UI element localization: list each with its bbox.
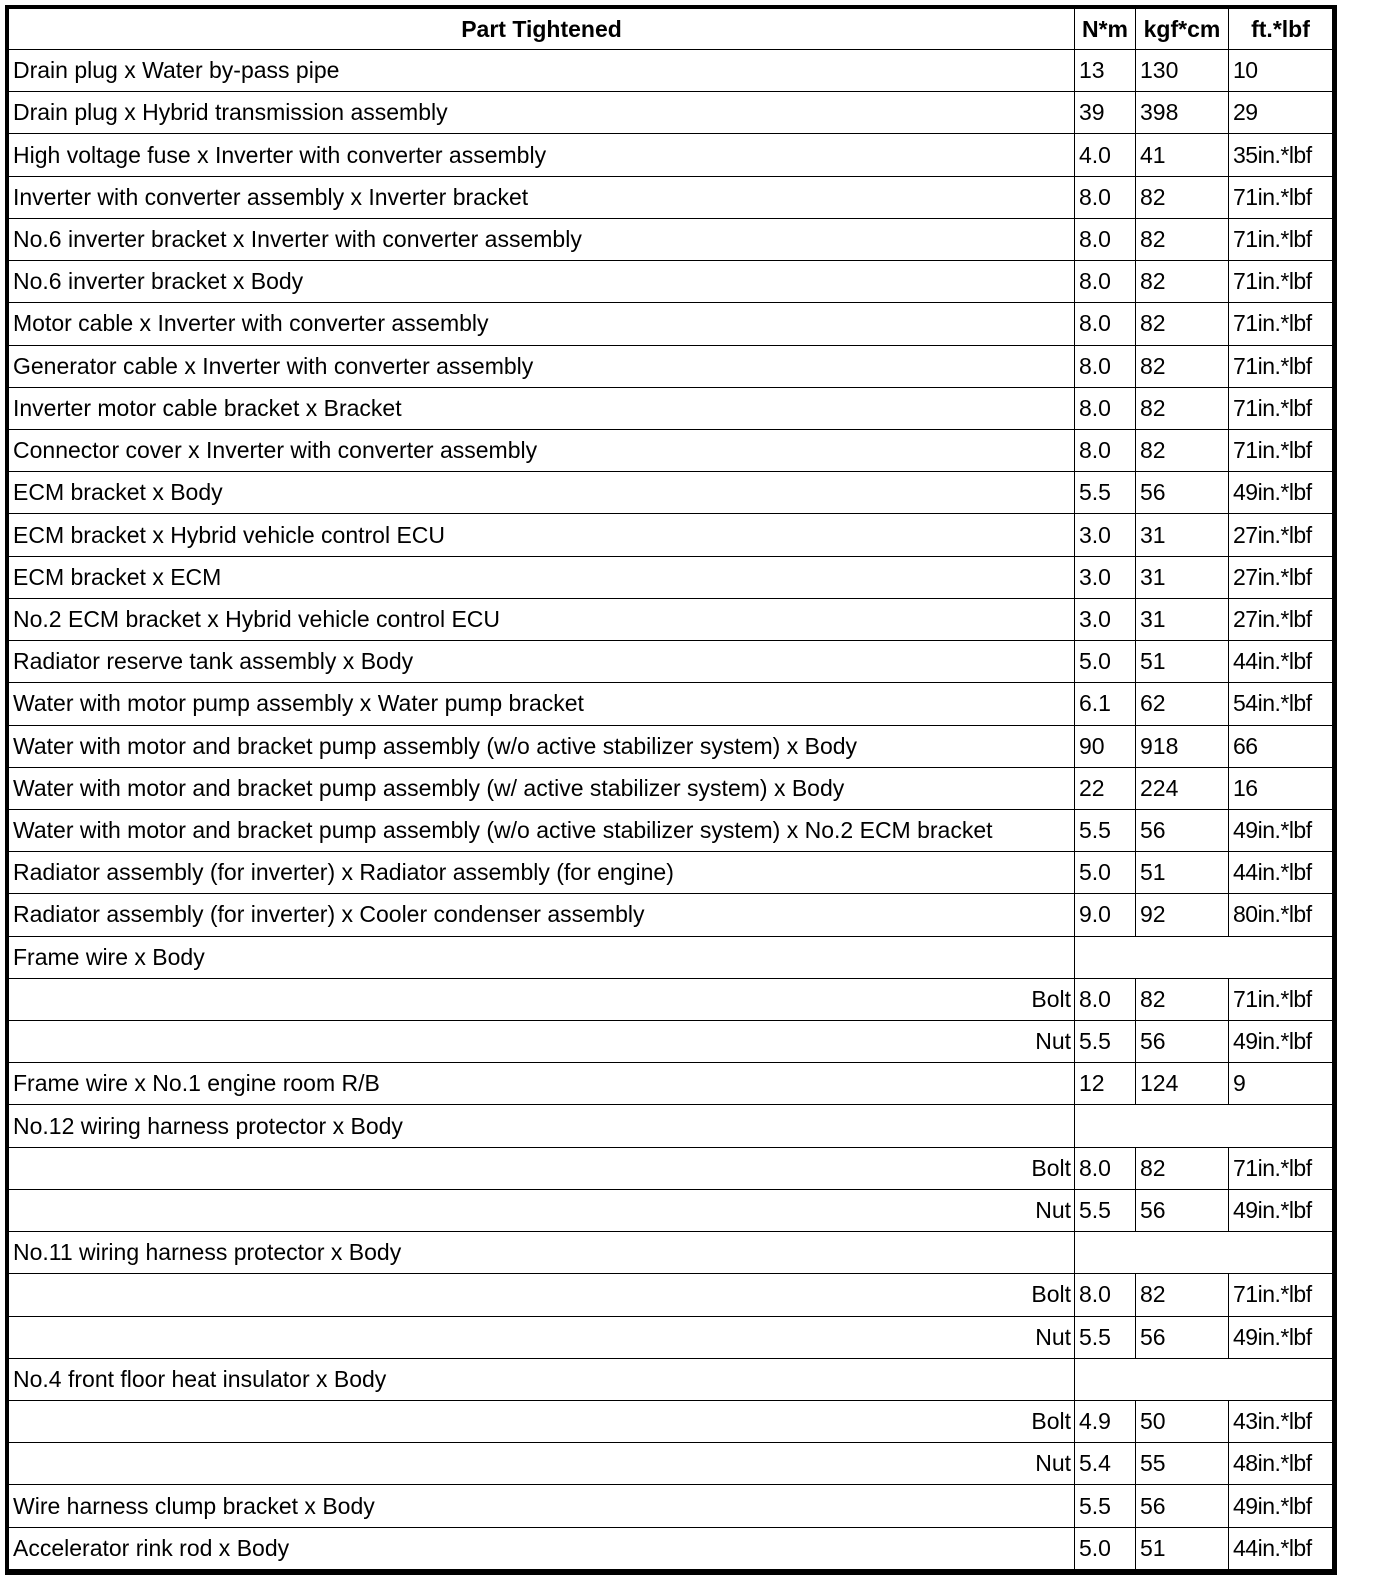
table-row bbox=[9, 1189, 1333, 1231]
ft-lbf-cell: 71in.*lbf bbox=[1229, 303, 1333, 345]
nm-cell: 4.0 bbox=[1075, 134, 1136, 176]
part-cell: Water with motor pump assembly x Water pump bracket bbox=[9, 683, 1075, 725]
kgf-cm-cell: 82 bbox=[1136, 261, 1229, 303]
part-cell: Motor cable x Inverter with converter assembly bbox=[9, 303, 1075, 345]
empty-values-cell bbox=[1075, 1105, 1333, 1147]
part-cell: No.11 wiring harness protector x Body bbox=[9, 1232, 1075, 1274]
kgf-cm-cell: 82 bbox=[1136, 303, 1229, 345]
header-nm: N*m bbox=[1075, 9, 1136, 50]
ft-lbf-cell: 35in.*lbf bbox=[1229, 134, 1333, 176]
table-header-row bbox=[9, 9, 1333, 50]
nm-cell: 5.5 bbox=[1075, 1316, 1136, 1358]
nm-cell: 8.0 bbox=[1075, 1274, 1136, 1316]
part-cell: Generator cable x Inverter with converter assembly bbox=[9, 345, 1075, 387]
nm-cell: 8.0 bbox=[1075, 429, 1136, 471]
table-row bbox=[9, 1274, 1333, 1316]
kgf-cm-cell: 224 bbox=[1136, 767, 1229, 809]
fastener-type-cell: Nut bbox=[9, 1443, 1075, 1485]
kgf-cm-cell: 56 bbox=[1136, 1485, 1229, 1527]
ft-lbf-cell: 49in.*lbf bbox=[1229, 1316, 1333, 1358]
table-row bbox=[9, 1021, 1333, 1063]
table-row bbox=[9, 1485, 1333, 1527]
table-row bbox=[9, 767, 1333, 809]
ft-lbf-cell: 27in.*lbf bbox=[1229, 556, 1333, 598]
torque-spec-table-frame bbox=[5, 5, 1337, 1575]
ft-lbf-cell: 71in.*lbf bbox=[1229, 1147, 1333, 1189]
nm-cell: 3.0 bbox=[1075, 514, 1136, 556]
table-row bbox=[9, 809, 1333, 851]
nm-cell: 8.0 bbox=[1075, 303, 1136, 345]
kgf-cm-cell: 51 bbox=[1136, 641, 1229, 683]
header-kgf-cm: kgf*cm bbox=[1136, 9, 1229, 50]
nm-cell: 5.5 bbox=[1075, 809, 1136, 851]
part-cell: Water with motor and bracket pump assembly (w/o active stabilizer system) x No.2 ECM bracket bbox=[9, 809, 1075, 851]
table-row bbox=[9, 134, 1333, 176]
part-cell: Drain plug x Hybrid transmission assembly bbox=[9, 92, 1075, 134]
fastener-type-cell: Bolt bbox=[9, 1147, 1075, 1189]
kgf-cm-cell: 918 bbox=[1136, 725, 1229, 767]
ft-lbf-cell: 29 bbox=[1229, 92, 1333, 134]
nm-cell: 5.4 bbox=[1075, 1443, 1136, 1485]
part-cell: Frame wire x No.1 engine room R/B bbox=[9, 1063, 1075, 1105]
ft-lbf-cell: 80in.*lbf bbox=[1229, 894, 1333, 936]
nm-cell: 5.5 bbox=[1075, 472, 1136, 514]
table-row bbox=[9, 725, 1333, 767]
table-row bbox=[9, 50, 1333, 92]
table-row bbox=[9, 92, 1333, 134]
nm-cell: 5.0 bbox=[1075, 641, 1136, 683]
nm-cell: 3.0 bbox=[1075, 598, 1136, 640]
table-row bbox=[9, 1232, 1333, 1274]
kgf-cm-cell: 56 bbox=[1136, 1021, 1229, 1063]
part-cell: No.4 front floor heat insulator x Body bbox=[9, 1358, 1075, 1400]
ft-lbf-cell: 49in.*lbf bbox=[1229, 1485, 1333, 1527]
ft-lbf-cell: 71in.*lbf bbox=[1229, 345, 1333, 387]
ft-lbf-cell: 43in.*lbf bbox=[1229, 1401, 1333, 1443]
kgf-cm-cell: 55 bbox=[1136, 1443, 1229, 1485]
ft-lbf-cell: 16 bbox=[1229, 767, 1333, 809]
kgf-cm-cell: 56 bbox=[1136, 809, 1229, 851]
part-cell: High voltage fuse x Inverter with converter assembly bbox=[9, 134, 1075, 176]
nm-cell: 8.0 bbox=[1075, 176, 1136, 218]
table-row bbox=[9, 1316, 1333, 1358]
ft-lbf-cell: 71in.*lbf bbox=[1229, 429, 1333, 471]
kgf-cm-cell: 31 bbox=[1136, 556, 1229, 598]
kgf-cm-cell: 124 bbox=[1136, 1063, 1229, 1105]
kgf-cm-cell: 398 bbox=[1136, 92, 1229, 134]
part-cell: Frame wire x Body bbox=[9, 936, 1075, 978]
nm-cell: 13 bbox=[1075, 50, 1136, 92]
ft-lbf-cell: 48in.*lbf bbox=[1229, 1443, 1333, 1485]
table-row bbox=[9, 261, 1333, 303]
part-cell: Radiator assembly (for inverter) x Cooler condenser assembly bbox=[9, 894, 1075, 936]
part-cell: Connector cover x Inverter with converter assembly bbox=[9, 429, 1075, 471]
ft-lbf-cell: 44in.*lbf bbox=[1229, 1527, 1333, 1569]
nm-cell: 8.0 bbox=[1075, 218, 1136, 260]
table-row bbox=[9, 1401, 1333, 1443]
ft-lbf-cell: 10 bbox=[1229, 50, 1333, 92]
ft-lbf-cell: 71in.*lbf bbox=[1229, 387, 1333, 429]
table-row bbox=[9, 514, 1333, 556]
ft-lbf-cell: 44in.*lbf bbox=[1229, 641, 1333, 683]
table-row bbox=[9, 176, 1333, 218]
kgf-cm-cell: 56 bbox=[1136, 472, 1229, 514]
kgf-cm-cell: 31 bbox=[1136, 514, 1229, 556]
part-cell: ECM bracket x Body bbox=[9, 472, 1075, 514]
kgf-cm-cell: 56 bbox=[1136, 1189, 1229, 1231]
fastener-type-cell: Nut bbox=[9, 1189, 1075, 1231]
part-cell: ECM bracket x ECM bbox=[9, 556, 1075, 598]
table-row bbox=[9, 1358, 1333, 1400]
table-row bbox=[9, 1527, 1333, 1569]
table-row bbox=[9, 429, 1333, 471]
nm-cell: 8.0 bbox=[1075, 387, 1136, 429]
kgf-cm-cell: 82 bbox=[1136, 176, 1229, 218]
nm-cell: 5.0 bbox=[1075, 1527, 1136, 1569]
table-row bbox=[9, 387, 1333, 429]
ft-lbf-cell: 71in.*lbf bbox=[1229, 261, 1333, 303]
kgf-cm-cell: 82 bbox=[1136, 387, 1229, 429]
table-row bbox=[9, 472, 1333, 514]
nm-cell: 8.0 bbox=[1075, 978, 1136, 1020]
table-row bbox=[9, 1105, 1333, 1147]
kgf-cm-cell: 51 bbox=[1136, 852, 1229, 894]
part-cell: ECM bracket x Hybrid vehicle control ECU bbox=[9, 514, 1075, 556]
nm-cell: 8.0 bbox=[1075, 1147, 1136, 1189]
nm-cell: 4.9 bbox=[1075, 1401, 1136, 1443]
ft-lbf-cell: 49in.*lbf bbox=[1229, 1021, 1333, 1063]
part-cell: Inverter motor cable bracket x Bracket bbox=[9, 387, 1075, 429]
torque-spec-table bbox=[8, 8, 1333, 1570]
fastener-type-cell: Nut bbox=[9, 1316, 1075, 1358]
table-row bbox=[9, 641, 1333, 683]
ft-lbf-cell: 49in.*lbf bbox=[1229, 809, 1333, 851]
ft-lbf-cell: 44in.*lbf bbox=[1229, 852, 1333, 894]
kgf-cm-cell: 82 bbox=[1136, 1147, 1229, 1189]
table-row bbox=[9, 345, 1333, 387]
nm-cell: 3.0 bbox=[1075, 556, 1136, 598]
nm-cell: 12 bbox=[1075, 1063, 1136, 1105]
table-row bbox=[9, 852, 1333, 894]
table-row bbox=[9, 936, 1333, 978]
ft-lbf-cell: 49in.*lbf bbox=[1229, 1189, 1333, 1231]
nm-cell: 22 bbox=[1075, 767, 1136, 809]
ft-lbf-cell: 49in.*lbf bbox=[1229, 472, 1333, 514]
ft-lbf-cell: 71in.*lbf bbox=[1229, 978, 1333, 1020]
table-body bbox=[9, 50, 1333, 1570]
part-cell: Water with motor and bracket pump assembly (w/o active stabilizer system) x Body bbox=[9, 725, 1075, 767]
kgf-cm-cell: 82 bbox=[1136, 1274, 1229, 1316]
table-row bbox=[9, 598, 1333, 640]
table-row bbox=[9, 218, 1333, 260]
nm-cell: 5.5 bbox=[1075, 1485, 1136, 1527]
part-cell: Wire harness clump bracket x Body bbox=[9, 1485, 1075, 1527]
ft-lbf-cell: 71in.*lbf bbox=[1229, 218, 1333, 260]
ft-lbf-cell: 66 bbox=[1229, 725, 1333, 767]
ft-lbf-cell: 9 bbox=[1229, 1063, 1333, 1105]
fastener-type-cell: Bolt bbox=[9, 1274, 1075, 1316]
empty-values-cell bbox=[1075, 936, 1333, 978]
part-cell: Accelerator rink rod x Body bbox=[9, 1527, 1075, 1569]
part-cell: Radiator assembly (for inverter) x Radiator assembly (for engine) bbox=[9, 852, 1075, 894]
empty-values-cell bbox=[1075, 1232, 1333, 1274]
kgf-cm-cell: 82 bbox=[1136, 429, 1229, 471]
nm-cell: 90 bbox=[1075, 725, 1136, 767]
fastener-type-cell: Bolt bbox=[9, 978, 1075, 1020]
ft-lbf-cell: 71in.*lbf bbox=[1229, 176, 1333, 218]
table-row bbox=[9, 303, 1333, 345]
part-cell: Drain plug x Water by-pass pipe bbox=[9, 50, 1075, 92]
part-cell: No.6 inverter bracket x Body bbox=[9, 261, 1075, 303]
part-cell: No.2 ECM bracket x Hybrid vehicle control ECU bbox=[9, 598, 1075, 640]
header-ft-lbf: ft.*lbf bbox=[1229, 9, 1333, 50]
part-cell: Radiator reserve tank assembly x Body bbox=[9, 641, 1075, 683]
kgf-cm-cell: 82 bbox=[1136, 345, 1229, 387]
header-part-tightened: Part Tightened bbox=[9, 9, 1075, 50]
ft-lbf-cell: 71in.*lbf bbox=[1229, 1274, 1333, 1316]
nm-cell: 39 bbox=[1075, 92, 1136, 134]
table-row bbox=[9, 556, 1333, 598]
nm-cell: 9.0 bbox=[1075, 894, 1136, 936]
table-row bbox=[9, 1063, 1333, 1105]
kgf-cm-cell: 130 bbox=[1136, 50, 1229, 92]
nm-cell: 6.1 bbox=[1075, 683, 1136, 725]
nm-cell: 5.5 bbox=[1075, 1189, 1136, 1231]
empty-values-cell bbox=[1075, 1358, 1333, 1400]
kgf-cm-cell: 51 bbox=[1136, 1527, 1229, 1569]
kgf-cm-cell: 62 bbox=[1136, 683, 1229, 725]
fastener-type-cell: Nut bbox=[9, 1021, 1075, 1063]
table-row bbox=[9, 1443, 1333, 1485]
kgf-cm-cell: 50 bbox=[1136, 1401, 1229, 1443]
kgf-cm-cell: 82 bbox=[1136, 978, 1229, 1020]
part-cell: Inverter with converter assembly x Inverter bracket bbox=[9, 176, 1075, 218]
nm-cell: 5.0 bbox=[1075, 852, 1136, 894]
nm-cell: 5.5 bbox=[1075, 1021, 1136, 1063]
kgf-cm-cell: 56 bbox=[1136, 1316, 1229, 1358]
nm-cell: 8.0 bbox=[1075, 345, 1136, 387]
part-cell: No.12 wiring harness protector x Body bbox=[9, 1105, 1075, 1147]
nm-cell: 8.0 bbox=[1075, 261, 1136, 303]
table-row bbox=[9, 1147, 1333, 1189]
ft-lbf-cell: 27in.*lbf bbox=[1229, 598, 1333, 640]
part-cell: Water with motor and bracket pump assembly (w/ active stabilizer system) x Body bbox=[9, 767, 1075, 809]
kgf-cm-cell: 31 bbox=[1136, 598, 1229, 640]
table-row bbox=[9, 894, 1333, 936]
table-row bbox=[9, 978, 1333, 1020]
ft-lbf-cell: 27in.*lbf bbox=[1229, 514, 1333, 556]
part-cell: No.6 inverter bracket x Inverter with converter assembly bbox=[9, 218, 1075, 260]
kgf-cm-cell: 92 bbox=[1136, 894, 1229, 936]
kgf-cm-cell: 82 bbox=[1136, 218, 1229, 260]
ft-lbf-cell: 54in.*lbf bbox=[1229, 683, 1333, 725]
kgf-cm-cell: 41 bbox=[1136, 134, 1229, 176]
table-row bbox=[9, 683, 1333, 725]
fastener-type-cell: Bolt bbox=[9, 1401, 1075, 1443]
